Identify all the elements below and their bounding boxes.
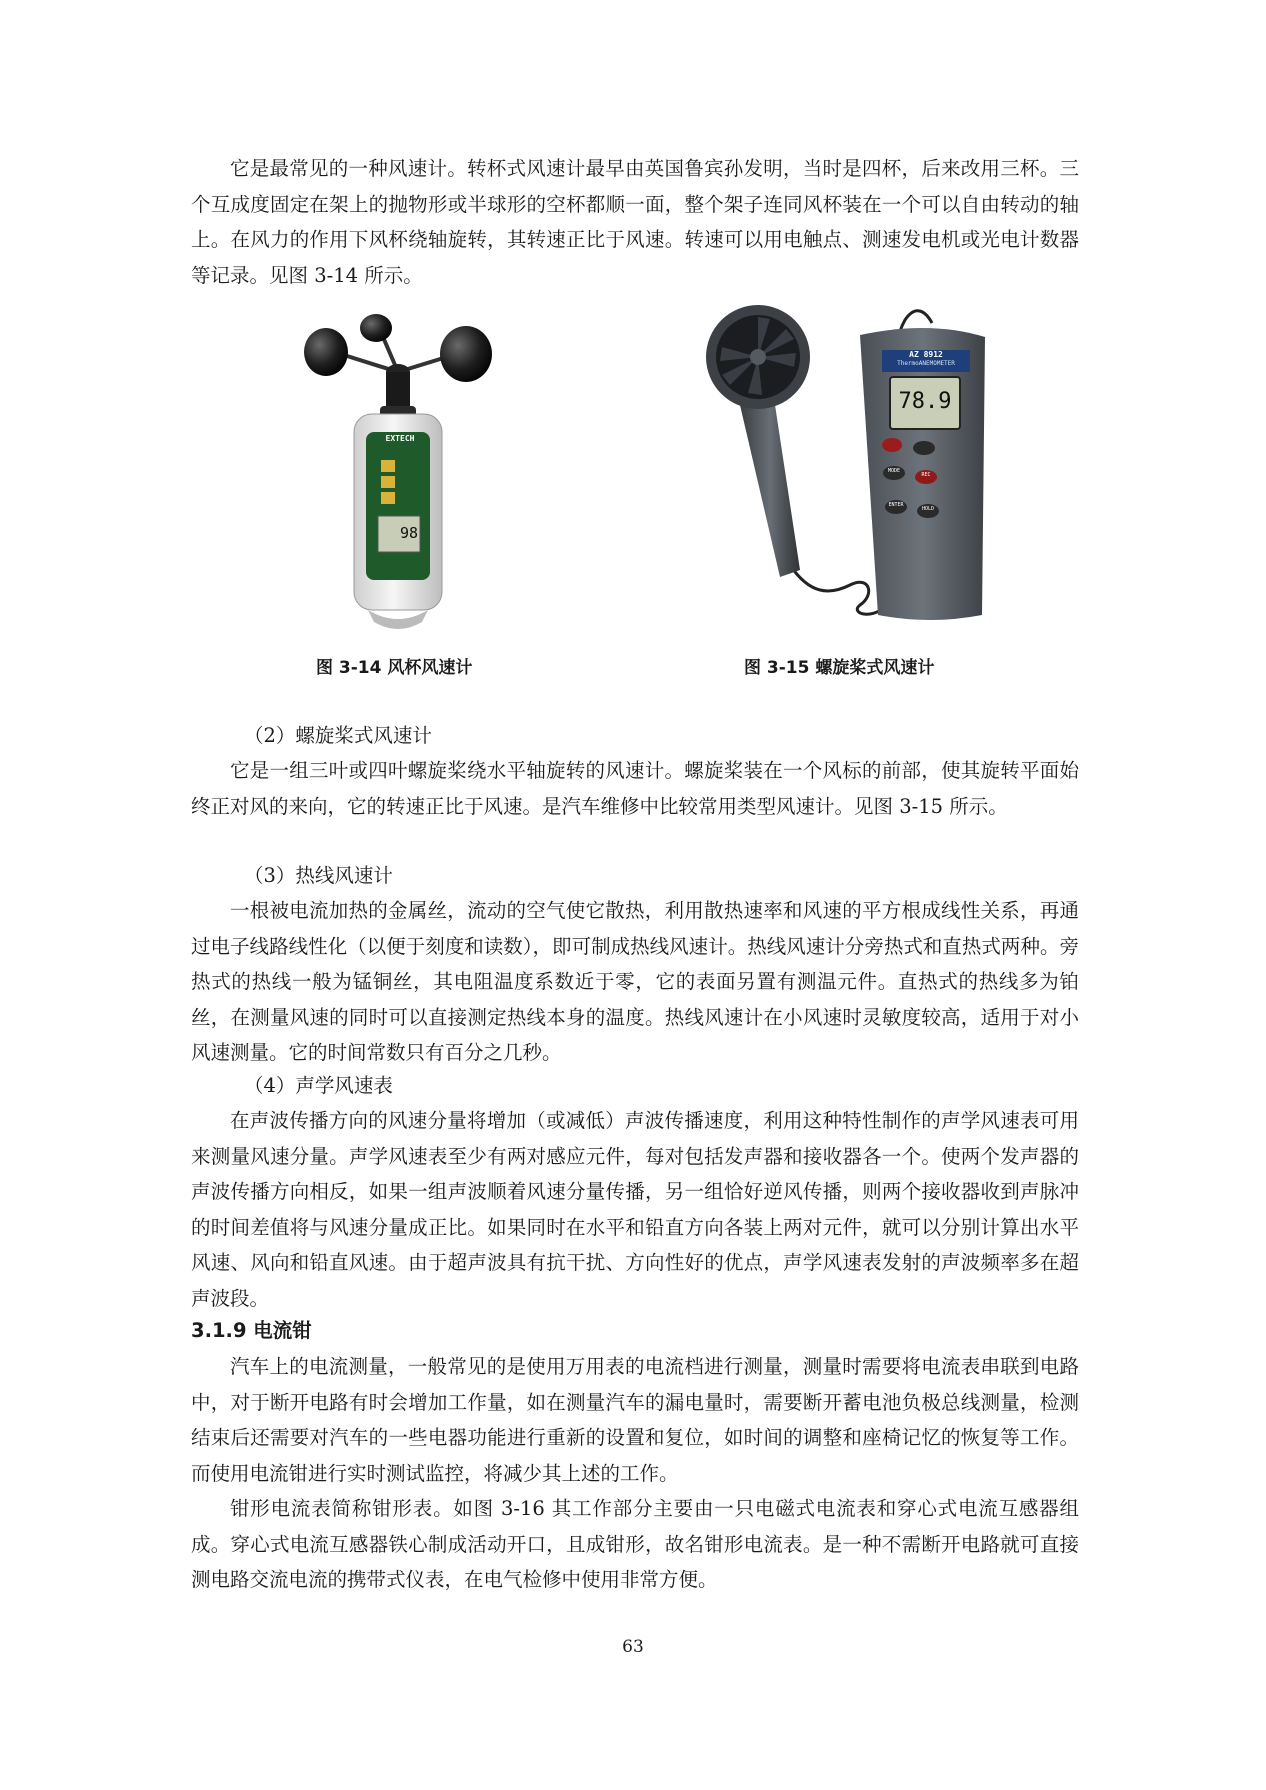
subheading-propeller: （2）螺旋桨式风速计 [244,724,432,747]
cup-anemometer-brand: EXTECH [385,434,415,443]
paragraph-propeller: 它是一组三叶或四叶螺旋桨绕水平轴旋转的风速计。螺旋桨装在一个风标的前部，使其旋转平面始终正对风的来向，它的转速正比于风速。是汽车维修中比较常用类型风速计。见图 3-15 所示。 [191,759,1079,818]
paragraph-current-clamp-2: 钳形电流表简称钳形表。如图 3-16 其工作部分主要由一只电磁式电流表和穿心式电流互感器组成。穿心式电流互感器铁心制成活动开口，且成钳形，故名钳形电流表。是一种不需断开电路就可直接测电路交流电流的携带式仪表，在电气检修中使用非常方便。 [191,1497,1079,1591]
paragraph-current-clamp-1: 汽车上的电流测量，一般常见的是使用万用表的电流档进行测量，测量时需要将电流表串联到电路中，对于断开电路有时会增加工作量，如在测量汽车的漏电量时，需要断开蓄电池负极总线测量，检测结束后还需要对汽车的一些电器功能进行重新的设置和复位，如时间的调整和座椅记忆的恢复等工作。而使用电流钳进行实时测试监控，将减少其上述的工作。 [191,1355,1079,1485]
cup-anemometer-display: 98 [399,524,418,542]
figure-3-14-caption: 图 3-14 风杯风速计 [316,658,473,678]
vane-meter-display: 78.9 [898,389,952,414]
vane-meter-button-enter: ENTER [888,502,904,508]
vane-meter-button-rec: REC [921,472,931,478]
figure-3-15-caption: 图 3-15 螺旋桨式风速计 [744,658,935,678]
subheading-acoustic: （4）声学风速表 [244,1074,393,1097]
intro-paragraph: 它是最常见的一种风速计。转杯式风速计最早由英国鲁宾孙发明，当时是四杯，后来改用三杯。三个互成度固定在架上的抛物形或半球形的空杯都顺一面，整个架子连同风杯装在一个可以自由转动的轴上。在风力的作用下风杯绕轴旋转，其转速正比于风速。转速可以用电触点、测速发电机或光电计数器等记录。见图 3-14 所示。 [191,157,1079,287]
section-heading-current-clamp: 3.1.9 电流钳 [191,1319,312,1342]
figure-cup-anemometer [298,310,498,640]
vane-meter-button-mode: MODE [887,468,901,474]
cup-anemometer-image [298,310,498,640]
vane-anemometer-image [700,295,1000,625]
figure-vane-anemometer [700,295,1000,625]
paragraph-acoustic: 在声波传播方向的风速分量将增加（或减低）声波传播速度，利用这种特性制作的声学风速表可用来测量风速分量。声学风速表至少有两对感应元件，每对包括发声器和接收器各一个。使两个发声器的声波传播方向相反，如果一组声波顺着风速分量传播，另一组恰好逆风传播，则两个接收器收到声脉冲的时间差值将与风速分量成正比。如果同时在水平和铅直方向各装上两对元件，就可以分别计算出水平风速、风向和铅直风速。由于超声波具有抗干扰、方向性好的优点，声学风速表发射的声波频率多在超声波段。 [191,1109,1079,1310]
vane-meter-button-hold: HOLD [921,506,935,512]
paragraph-hotwire: 一根被电流加热的金属丝，流动的空气使它散热，利用散热速率和风速的平方根成线性关系，再通过电子线路线性化（以便于刻度和读数），即可制成热线风速计。热线风速计分旁热式和直热式两种。旁热式的热线一般为锰铜丝，其电阻温度系数近于零，它的表面另置有测温元件。直热式的热线多为铂丝，在测量风速的同时可以直接测定热线本身的温度。热线风速计在小风速时灵敏度较高，适用于对小风速测量。它的时间常数只有百分之几秒。 [191,899,1079,1064]
vane-meter-brand: ThermoANEMOMETER [897,360,955,367]
subheading-hotwire: （3）热线风速计 [244,864,393,887]
vane-meter-model: AZ 8912 [909,350,943,359]
page-number: 63 [622,1637,644,1657]
